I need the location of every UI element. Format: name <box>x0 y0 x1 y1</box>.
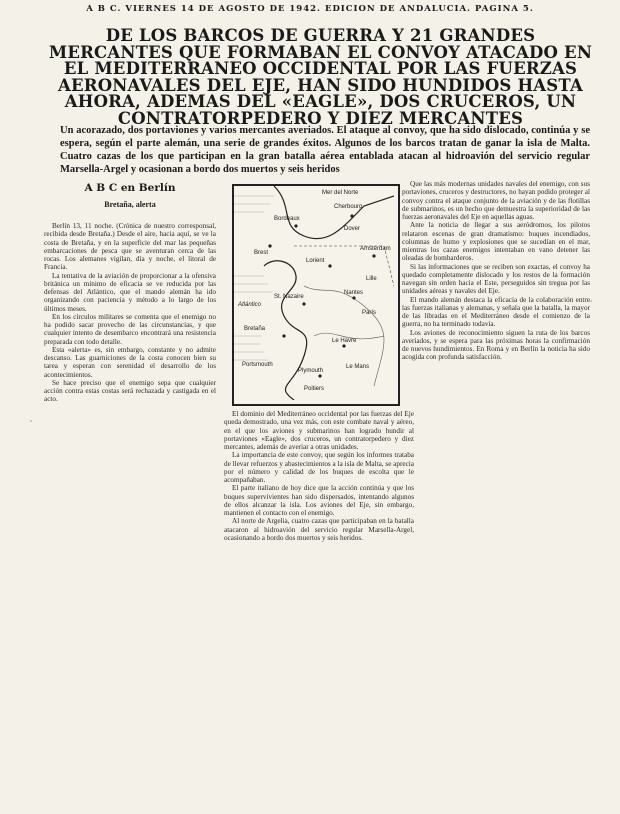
map-label: Lille <box>366 276 377 282</box>
article-paragraph: La tentativa de la aviación de proporcionar a la ofensiva británica un mínimo de eficacia se ve reducida por las defensas del Atlántico, que el mando alemán ha ido organizando con paciencia y método a lo largo de los últimos meses. <box>44 271 216 313</box>
map-label: Amsterdam <box>360 246 391 252</box>
article-paragraph: El parte italiano de hoy dice que la acción continúa y que los buques supervivientes han sido dispersados, intentando algunos de ellos alcanzar la isla. Los aviones del Eje, sin embargo, mantienen el contacto con el enemigo. <box>224 484 414 517</box>
article-paragraph: La importancia de este convoy, que según los informes trataba de llevar refuerzos y abastecimientos a la isla de Malta, se aprecia por el número y calidad de los buques de escolta que le acompañaban. <box>224 451 414 484</box>
scan-speck <box>590 300 592 302</box>
article-paragraph: El mando alemán destaca la eficacia de la colaboración entre las fuerzas italianas y alemanas, y señala que la batalla, la mayor de las libradas en el Mediterráneo desde el comienzo de la guerra, no ha terminado todavía. <box>402 295 590 329</box>
article-paragraph: En los círculos militares se comenta que el enemigo no ha podido sacar provecho de las circunstancias, y que cualquier intento de desembarco encontrará una resistencia preparada con todo detalle. <box>44 312 216 346</box>
map-label: Dover <box>344 226 361 232</box>
left-column <box>44 222 216 808</box>
map-label: Poitiers <box>304 386 325 392</box>
map-label: Portsmouth <box>242 362 273 368</box>
article-paragraph: Esta «alerta» es, sin embargo, constante y no admite descanso. Las guarniciones de la costa conocen bien su tarea y esperan con serenidad el desarrollo de los acontecimientos. <box>44 345 216 379</box>
map-label: Mer del Norte <box>322 190 359 196</box>
map-label: Bretaña <box>244 326 266 332</box>
article-paragraph: Al norte de Argelia, cuatro cazas que participaban en la batalla atacaron al hidroavión del servicio regular Marsella-Argel, ocasionando a bordo dos muertos y seis heridos. <box>224 517 414 542</box>
map-label: Le Havre <box>332 338 357 344</box>
map-label: Cherbourg <box>334 204 363 210</box>
article-paragraph: Berlín 13, 11 noche. (Crónica de nuestro corresponsal, recibida desde Bretaña.) Desde el aire, hacia aquí, se ve la costa de Bretaña, y en la superficie del mar las pequeñas embarcaciones de pesca que se aventuran cerca de las rocas. Los alemanes vigilan, día y noche, el litoral de Francia. <box>44 222 216 272</box>
article-paragraph: Que las más modernas unidades navales del enemigo, con sus portaviones, cruceros y destructores, no hayan podido proteger al convoy contra el ataque conjunto de la aviación y de las flotillas de submarinos, es un hecho que demuestra la superioridad de las fuerzas aeronavales del Eje en aquellas aguas. <box>402 180 590 221</box>
map-figure <box>232 184 400 406</box>
map-label: Bordeaux <box>274 216 300 222</box>
map-label: Plymouth <box>298 368 324 374</box>
map-caption-word: Atlántico <box>238 302 262 308</box>
map-label: Nantes <box>344 290 364 296</box>
scan-speck <box>30 420 32 422</box>
subheadline: Un acorazado, dos portaviones y varios mercantes averiados. El ataque al convoy, que ha sido dislocado, continúa y se espera, según el parte alemán, una serie de grandes éxitos. Algunos de los barcos tratan de ganar la isla de Malta. Cuatro cazas de los que participan en la gran batalla aérea entablada atacan al hidroavión del servicio regular Marsella-Argel y ocasionan a bordo dos muertos y seis heridos <box>60 125 590 175</box>
map-label: Le Mans <box>346 364 370 370</box>
map-label: París <box>362 310 377 316</box>
headline: DE LOS BARCOS DE GUERRA Y 21 GRANDES MERCANTES QUE FORMABAN EL CONVOY ATACADO EN EL MEDITERRANEO OCCIDENTAL POR LAS FUERZAS AERONAVALES DEL EJE, HAN SIDO HUNDIDOS HASTA AHORA, ADEMAS DEL «EAGLE», DOS CRUCEROS, UN CONTRATORPEDERO Y DIEZ MERCANTES <box>48 26 593 128</box>
map-label: Lorient <box>306 258 325 264</box>
right-column <box>402 180 590 808</box>
article-paragraph: Si las informaciones que se reciben son exactas, el convoy ha quedado completamente dislocado y los restos de la formación navegan sin orden hacia el Este, perseguidos sin tregua por las unidades aéreas y navales del Eje. <box>402 262 590 296</box>
section-title: A B C en Berlín <box>84 182 176 194</box>
article-paragraph: Los aviones de reconocimiento siguen la ruta de los barcos averiados, y se espera para las próximas horas la confirmación de nuevos hundimientos. En Roma y en Berlín la noticia ha sido acogida con profunda satisfacción. <box>402 328 590 362</box>
article-paragraph: Ante la noticia de llegar a sus aeródromos, los pilotos relataron escenas de gran dramatismo: buques incendiados, columnas de humo y explosiones que se sucedían en el mar, mientras los cazas enemigos intentaban en vano detener las oleadas de bombarderos. <box>402 221 590 263</box>
middle-column <box>224 410 414 808</box>
running-head: A B C. VIERNES 14 DE AGOSTO DE 1942. EDICION DE ANDALUCIA. PAGINA 5. <box>86 4 534 14</box>
article-paragraph: Se hace preciso que el enemigo sepa que cualquier acción contra estas costas será rechazada y castigada en el acto. <box>44 378 216 404</box>
dateline: Bretaña, alerta <box>104 200 156 209</box>
article-paragraph: El dominio del Mediterráneo occidental por las fuerzas del Eje queda demostrado, una vez más, con este combate naval y aéreo, en el que los aviones y submarinos han logrado hundir al portaviones «Eagle», dos cruceros, un contratorpedero y diez mercantes, además de averiar a otras unidades. <box>224 410 414 451</box>
map-label: Brest <box>254 250 269 256</box>
map-label: St. Nazaire <box>274 294 304 300</box>
